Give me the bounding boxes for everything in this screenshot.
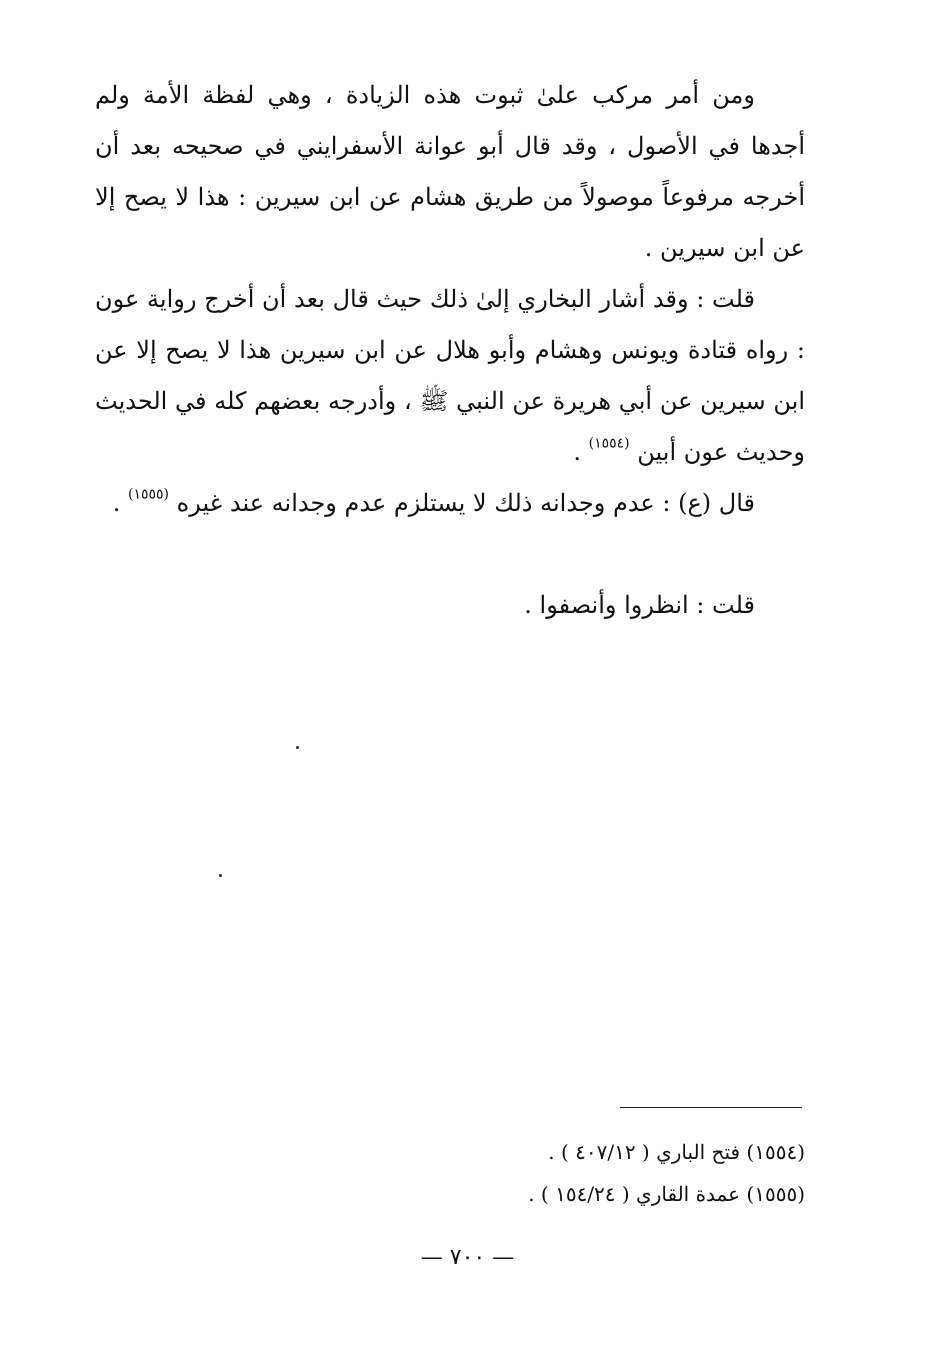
- scan-speck: [296, 746, 299, 749]
- paragraph-3: [95, 478, 805, 529]
- footnote-1554: (١٥٥٤) فتح الباري ( ٤٠٧/١٢ ) .: [548, 1140, 805, 1164]
- paragraph-2-text: قلت : وقد أشار البخاري إلىٰ ذلك حيث قال بعد أن أخرج رواية عون : رواه قتادة ويونس وهشام وأبو هلال عن ابن سيرين هذا لا يصح إلا عن ابن سيرين عن أبي هريرة عن النبي ﷺ ، وأدرجه بعضهم كله في الحديث وحديث عون أبين: [95, 285, 805, 466]
- footnote-ref-1555: (١٥٥٥): [127, 486, 169, 503]
- paragraph-2-end: .: [573, 438, 589, 466]
- paragraph-2: [95, 274, 805, 478]
- footnote-1555: (١٥٥٥) عمدة القاري ( ١٥٤/٢٤ ) .: [528, 1182, 805, 1206]
- paragraph-1: ومن أمر مركب علىٰ ثبوت هذه الزيادة ، وهي لفظة الأمة ولم أجدها في الأصول ، وقد قال أبو عوانة الأسفرايني في صحيحه بعد أن أخرجه مرفوعاً موصولاً من طريق هشام عن ابن سيرين : هذا لا يصح إلا عن ابن سيرين .: [95, 81, 805, 262]
- page-number: — ٧٠٠ —: [420, 1245, 515, 1270]
- scan-speck: [219, 874, 222, 877]
- paragraph-3-end: .: [112, 489, 128, 517]
- paragraph-4: قلت : انظروا وأنصفوا .: [524, 591, 755, 619]
- paragraph-3-text: قال (ع) : عدم وجدانه ذلك لا يستلزم عدم وجدانه عند غيره: [176, 489, 755, 517]
- footnote-ref-1554: (١٥٥٤): [588, 435, 630, 452]
- footnote-separator: [620, 1107, 802, 1108]
